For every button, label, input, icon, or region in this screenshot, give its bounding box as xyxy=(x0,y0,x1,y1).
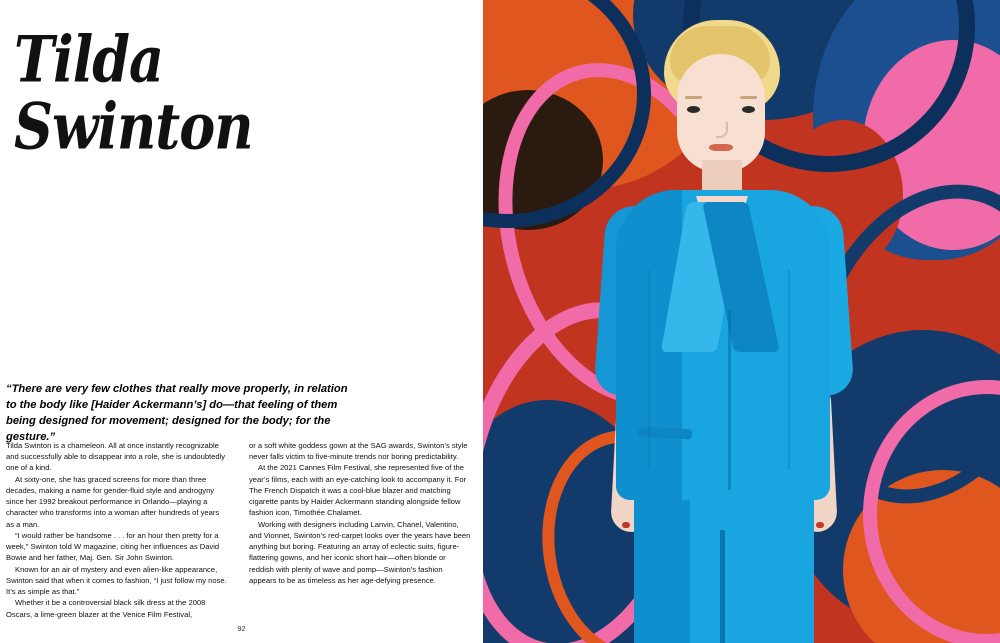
paragraph: At sixty-one, she has graced screens for more than three decades, making a name for gender-fluid style and androgyny since her 1992 breakout performance in Orlando—playing a character who transforms into a woman after hundreds of years as a man. xyxy=(6,474,220,529)
pull-quote: “There are very few clothes that really move properly, in relation to the body like [Haider Ackermann’s] do—that feeling of them being designed for movement; designed for the body; for the gesture.” xyxy=(6,383,348,443)
body-columns xyxy=(6,440,472,619)
portrait-illustration xyxy=(483,0,1000,643)
fingernail xyxy=(622,522,630,528)
paragraph: Whether it be a controversial black silk dress at the 2008 Oscars, a lime-green blazer at the Venice Film Festival, xyxy=(6,598,206,619)
jacket-seam xyxy=(788,270,790,470)
eye-left xyxy=(687,106,700,113)
paragraph: Known for an air of mystery and even alien-like appearance, Swinton said that when it comes to fashion, “I just follow my nose. It’s as simple as that.” xyxy=(6,564,227,597)
eyebrow-right xyxy=(740,96,757,99)
paragraph: Working with designers including Lanvin, Chanel, Valentino, and Vionnet, Swinton’s red-carpet looks over the years have been anything but boring. Featuring an array of eclectic suits, figure-flattering gowns, and her iconic short hair—often blonde or reddish with plenty of wave and pomp—Swinton’s fashion appears to be as timeless as her age-defying presence. xyxy=(249,519,471,585)
page-number: 92 xyxy=(237,624,246,633)
figure-tilda-swinton xyxy=(578,10,908,643)
jacket-seam xyxy=(648,270,650,470)
paragraph: Tilda Swinton is a chameleon. All at once instantly recognizable and successfully able to disappear into a role, she is undoubtedly one of a kind. xyxy=(6,441,226,473)
page-title: Tilda Swinton xyxy=(14,21,253,164)
paragraph: “I would rather be handsome . . . for an hour then pretty for a week,” Swinton told W magazine, citing her influences as David Bowie and her father, Maj. Gen. Sir John Swinton. xyxy=(6,530,220,563)
left-page xyxy=(0,0,483,643)
body-column-left xyxy=(6,440,229,619)
face xyxy=(677,54,765,172)
paragraph: or a soft white goddess gown at the SAG awards, Swinton’s style never falls victim to five-minute trends nor boring predictability. xyxy=(249,441,468,462)
paragraph: At the 2021 Cannes Film Festival, she represented five of the year’s films, each with an eye-catching look to accompany it. For The French Dispatch it was a cool-blue blazer and matching cigarette pants by Haider Ackermann standing alongside fellow fashion icon, Timothée Chalamet. xyxy=(249,463,467,518)
body-column-right xyxy=(249,440,472,610)
trousers-shadow xyxy=(634,496,690,643)
trousers-seam xyxy=(720,530,725,643)
jacket-center-seam xyxy=(728,310,731,490)
fingernail xyxy=(816,522,824,528)
eye-right xyxy=(742,106,755,113)
eyebrow-left xyxy=(685,96,702,99)
mouth xyxy=(709,144,733,151)
